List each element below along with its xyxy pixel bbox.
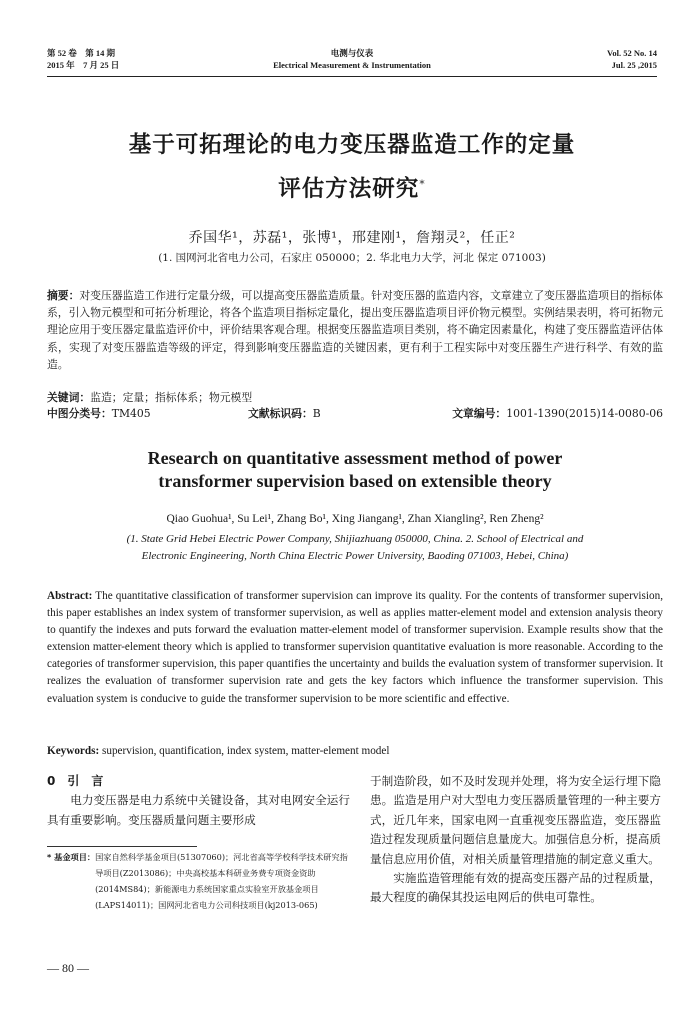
affiliations-cn: (1. 国网河北省电力公司，石家庄 050000；2. 华北电力大学，河北 保定 071003) <box>158 252 546 264</box>
intro-paragraph-1-continued: 于制造阶段，如不及时发现并处理，将为安全运行埋下隐患。监造是用户对大型电力变压器质量管理的一种主要方式，近几年来，国家电网一直重视变压器监造，变压器监造过程发现质量问题信息量庞大。加强信息分析，提高质量信息应用价值，对相关质量管理措施的制定意义重大。 <box>370 774 661 866</box>
affiliations-en-line1: (1. State Grid Hebei Electric Power Company, Shijiazhuang 050000, China. 2. School of Electrical and <box>126 533 584 545</box>
intro-paragraph-1: 电力变压器是电力系统中关键设备，其对电网安全运行具有重要影响。变压器质量问题主要形成 <box>47 793 350 827</box>
body-right-column <box>370 772 661 908</box>
title-footnote-mark: * <box>419 177 426 191</box>
abstract-cn-label: 摘要： <box>47 289 80 302</box>
authors-en: Qiao Guohua¹, Su Lei¹, Zhang Bo¹, Xing Jiangang¹, Zhan Xiangling², Ren Zheng² <box>166 513 544 525</box>
document-code <box>248 406 321 421</box>
volume-issue-en: Vol. 52 No. 14 <box>607 48 657 58</box>
keywords-en-text: supervision, quantification, index system, matter-element model <box>102 745 390 757</box>
volume-issue-cn: 第 52 卷 第 14 期 <box>47 48 116 58</box>
keywords-cn <box>47 389 663 406</box>
keywords-en <box>47 743 663 760</box>
running-head-left <box>47 47 119 71</box>
header-rule <box>47 76 657 77</box>
body-left-column <box>47 772 350 830</box>
title-en-line2: transformer supervision based on extensible theory <box>158 471 552 491</box>
footnote-rule <box>47 846 197 847</box>
date-en: Jul. 25 ,2015 <box>611 60 657 70</box>
clc-number <box>47 406 151 421</box>
intro-paragraph-2: 实施监造管理能有效的提高变压器产品的过程质量，最大程度的确保其投运电网后的供电可靠性。 <box>370 871 661 905</box>
article-number <box>452 406 663 421</box>
funding-footnote <box>47 849 350 913</box>
doc-code-label: 文献标识码： <box>248 407 313 420</box>
section-heading: 0 引 言 <box>47 774 104 788</box>
abstract-en <box>47 588 663 708</box>
footnote-text: 国家自然科学基金项目(51307060)；河北省高等学校科学技术研究指导项目(Z2013086)；中央高校基本科研业务费专项资金资助(2014MS84)；新能源电力系统国家重点实验室开放基金项目(LAPS14011)；国网河北省电力公司科技项目(kj2013-065) <box>95 852 348 910</box>
running-head-right <box>500 47 657 71</box>
abstract-en-label: Abstract: <box>47 590 93 602</box>
footnote-body <box>47 849 350 913</box>
keywords-en-label: Keywords: <box>47 745 100 757</box>
title-cn-line1: 基于可拓理论的电力变压器监造工作的定量 <box>128 132 576 158</box>
affiliations-en <box>47 531 663 565</box>
title-cn-line2 <box>47 171 657 203</box>
title-en <box>47 447 663 493</box>
keywords-cn-text: 监造；定量；指标体系；物元模型 <box>90 391 253 404</box>
footnote-label: * 基金项目： <box>47 852 96 862</box>
article-number-label: 文章编号： <box>452 407 507 420</box>
authors-cn: 乔国华¹，苏磊¹，张博¹，邢建刚¹，詹翔灵²，任正² <box>188 230 516 246</box>
abstract-cn <box>47 287 663 373</box>
journal-name-en: Electrical Measurement & Instrumentation <box>273 60 431 70</box>
page-number: — 80 — <box>47 961 89 975</box>
title-cn-line2-text: 评估方法研究 <box>278 176 420 202</box>
clc-label: 中图分类号： <box>47 407 112 420</box>
affiliations-en-line2: Electronic Engineering, North China Electric Power University, Baoding 071003, Hebei, China) <box>141 550 569 562</box>
title-en-line1: Research on quantitative assessment method of power <box>147 448 563 468</box>
journal-name-cn: 电测与仪表 <box>330 48 374 58</box>
date-cn: 2015 年 7 月 25 日 <box>47 60 120 70</box>
keywords-cn-label: 关键词： <box>47 391 91 404</box>
abstract-en-text: The quantitative classification of transformer supervision can improve its quality. For the contents of transformer supervision, this paper establishes an index system of transformer supervision, as well as applies matter-element model and extension analysis theory to quantify the indexes and puts forward the evaluation matter-element model of transformer supervision. Example results show that the extension matter-element theory which is applied to transformer supervision quantitative evaluation is more reasonable. According to the categories of transformer supervision, this paper quantifies the uncertainty and builds the evaluation system of transformer supervision. It realizes the evaluation of transformer supervision rate and gets the key factors which influence the transformer supervision. This evaluation system is conducive to guide the transformer supervision to be more scientific and effective. <box>47 590 663 705</box>
article-number-value: 1001-1390(2015)14-0080-06 <box>506 407 663 420</box>
clc-value: TM405 <box>111 407 151 420</box>
doc-code-value: B <box>312 407 321 420</box>
abstract-cn-text: 对变压器监造工作进行定量分级，可以提高变压器监造质量。针对变压器的监造内容，文章建立了变压器监造项目的指标体系，引入物元模型和可拓分析理论，将各个监造项目指标定量化，提出变压器监造项目评价物元模型。实例结果表明，将可拓物元理论应用于变压器定量监造评价中，评价结果客观合理。根据变压器监造项目类别，将不确定因素量化，构建了变压器监造评估体系，实现了对变压器监造等级的评定，得到影响变压器监造的关键因素，更有利于工程实际中对变压器生产进行科学、有效的监造。 <box>47 289 663 371</box>
running-head-center <box>200 47 504 71</box>
classification-row <box>47 406 663 423</box>
